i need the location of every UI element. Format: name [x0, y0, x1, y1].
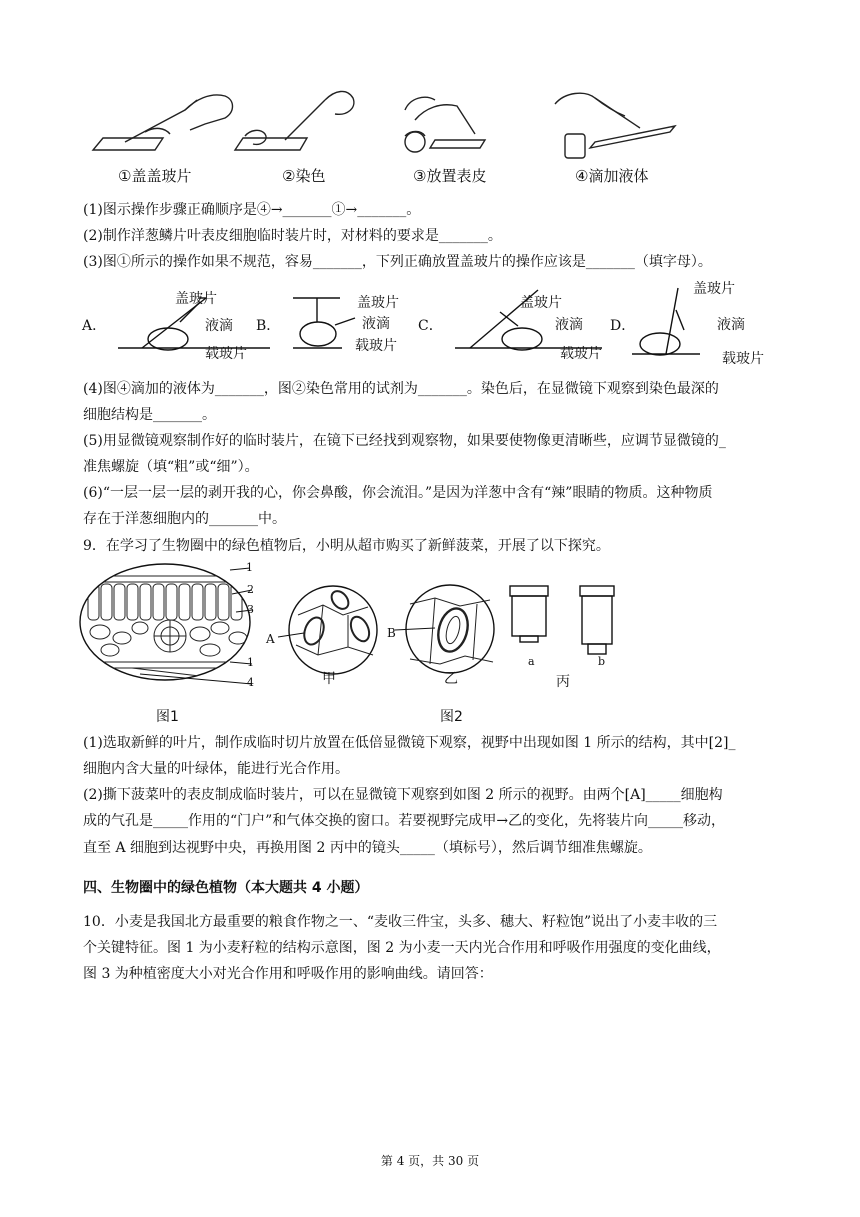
- option-a-letter: A．: [82, 318, 107, 334]
- q8-line-4: (4)图④滴加的液体为_______，图②染色常用的试剂为_______。染色后，在显微镜下观察到染色最深的: [83, 381, 719, 397]
- q9-line-1: (1)选取新鲜的叶片，制作成临时切片放置在低倍显微镜下观察，视野中出现如图 1 所示的结构，其中[2]_: [83, 735, 736, 751]
- option-b-label-bottom: 载玻片: [355, 338, 397, 354]
- option-d-label-bottom: 载玻片: [722, 351, 764, 367]
- label-jia: 甲: [322, 671, 336, 687]
- q8-line-5: 细胞结构是_______。: [83, 407, 216, 423]
- label-bing: 丙: [556, 674, 570, 690]
- option-d-label-mid: 液滴: [717, 317, 745, 333]
- option-a-label-mid: 液滴: [205, 318, 233, 334]
- label-yi: 乙: [444, 671, 458, 687]
- q8-line-3: (3)图①所示的操作如果不规范，容易_______，下列正确放置盖玻片的操作应该是_______（填字母）。: [83, 254, 712, 270]
- option-d-label-top: 盖玻片: [693, 281, 735, 297]
- option-d-letter: D．: [610, 318, 636, 334]
- lens-label-a: a: [528, 655, 535, 668]
- q9-intro: 9．在学习了生物圈中的绿色植物后，小明从超市购买了新鲜菠菜，开展了以下探究。: [83, 538, 610, 554]
- leaf-marker-4: 4: [247, 676, 254, 689]
- step-caption-3: ③放置表皮: [413, 167, 487, 185]
- leaf-marker-1b: 1: [247, 656, 254, 669]
- q8-line-8: (6)“一层一层一层的剥开我的心，你会鼻酸，你会流泪。”是因为洋葱中含有“辣”眼睛的物质。这种物质: [83, 485, 713, 501]
- figure-1-caption: 图1: [156, 709, 179, 725]
- option-c-label-top: 盖玻片: [520, 295, 562, 311]
- q9-line-5: 直至 A 细胞到达视野中央，再换用图 2 丙中的镜头_____（填标号），然后调节细准焦螺旋。: [83, 840, 652, 856]
- q9-line-2: 细胞内含大量的叶绿体，能进行光合作用。: [83, 761, 349, 777]
- option-c-label-mid: 液滴: [555, 317, 583, 333]
- q8-line-9: 存在于洋葱细胞内的_______中。: [83, 511, 286, 527]
- objective-lens-b: [578, 584, 618, 658]
- procedure-illustrations: [85, 90, 705, 160]
- leaf-marker-3: 3: [247, 603, 254, 616]
- option-a-label-top: 盖玻片: [175, 291, 217, 307]
- page-footer: 第 4 页，共 30 页: [380, 1154, 480, 1168]
- q8-line-1: (1)图示操作步骤正确顺序是④→_______①→_______。: [83, 202, 421, 218]
- leaf-marker-1: 1: [246, 561, 253, 574]
- option-c-letter: C．: [418, 318, 443, 334]
- q10-line-2: 个关键特征。图 1 为小麦籽粒的结构示意图，图 2 为小麦一天内光合作用和呼吸作用强度的变化曲线，: [83, 940, 721, 956]
- step-caption-2: ②染色: [282, 167, 326, 185]
- q9-line-3: (2)撕下菠菜叶的表皮制成临时装片，可以在显微镜下观察到如图 2 所示的视野。由两个[A]_____细胞构: [83, 787, 723, 803]
- q8-line-7: 准焦螺旋（填“粗”或“细”）。: [83, 459, 259, 475]
- lens-label-b: b: [598, 655, 606, 668]
- q8-line-2: (2)制作洋葱鳞片叶表皮细胞临时装片时，对材料的要求是_______。: [83, 228, 502, 244]
- leaf-marker-2: 2: [247, 583, 254, 596]
- figure-2-caption: 图2: [440, 709, 463, 725]
- step-caption-1: ①盖盖玻片: [118, 167, 192, 185]
- q8-line-6: (5)用显微镜观察制作好的临时装片，在镜下已经找到观察物，如果要使物像更清晰些，应调节显微镜的_: [83, 433, 726, 449]
- objective-lens-a: [508, 584, 552, 644]
- option-b-label-mid: 液滴: [362, 316, 390, 332]
- marker-b: B: [387, 626, 396, 640]
- q9-line-4: 成的气孔是_____作用的“门户”和气体交换的窗口。若要视野完成甲→乙的变化，先将装片向_____移动，: [83, 813, 726, 829]
- q10-line-3: 图 3 为种植密度大小对光合作用和呼吸作用的影响曲线。请回答：: [83, 966, 493, 982]
- section-heading: 四、生物圈中的绿色植物（本大题共 4 小题）: [83, 880, 369, 896]
- leaf-cross-section-figure: [80, 562, 260, 692]
- option-b-label-top: 盖玻片: [357, 295, 399, 311]
- option-a-label-bottom: 载玻片: [205, 346, 247, 362]
- stomata-view-jia: [288, 585, 388, 685]
- marker-a: A: [266, 632, 275, 646]
- q10-line-1: 10．小麦是我国北方最重要的粮食作物之一、“麦收三件宝，头多、穗大、籽粒饱”说出了小麦丰收的三: [83, 914, 718, 930]
- step-caption-4: ④滴加液体: [575, 167, 649, 185]
- option-c-label-bottom: 载玻片: [560, 346, 602, 362]
- option-b-letter: B．: [256, 318, 281, 334]
